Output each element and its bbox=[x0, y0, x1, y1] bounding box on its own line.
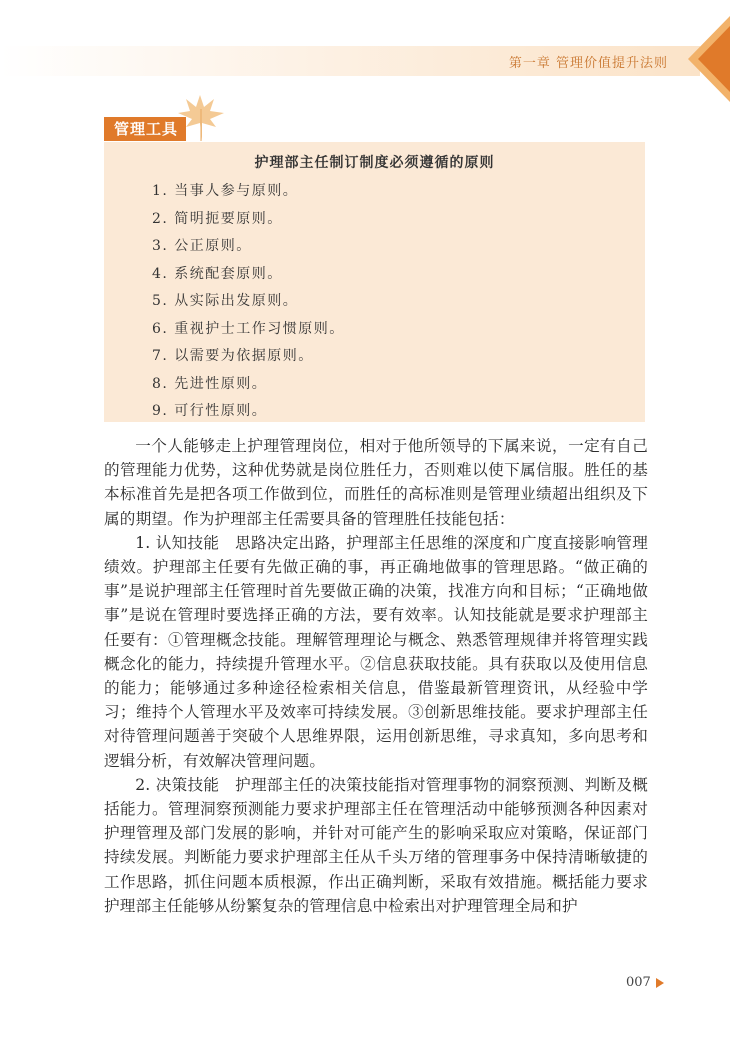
management-tool-box bbox=[104, 142, 645, 422]
principles-list bbox=[152, 178, 345, 426]
paragraph: 1. 认知技能 思路决定出路，护理部主任思维的深度和广度直接影响管理绩效。护理部主任要有先做正确的事，再正确地做事的管理思路。“做正确的事”是说护理部主任管理时首先要做正确的决策，找准方向和目标；“正确地做事”是说在管理时要选择正确的方法，要有效率。认知技能就是要求护理部主任要有：①管理概念技能。理解管理理论与概念、熟悉管理规律并将管理实践概念化的能力，持续提升管理水平。②信息获取技能。具有获取以及使用信息的能力；能够通过多种途径检索相关信息，借鉴最新管理资讯，从经验中学习；维持个人管理水平及效率可持续发展。③创新思维技能。要求护理部主任对待管理问题善于突破个人思维界限，运用创新思维，寻求真知，多向思考和逻辑分析，有效解决管理问题。 bbox=[104, 533, 648, 770]
box-title: 护理部主任制订制度必须遵循的原则 bbox=[254, 155, 495, 171]
list-item: 1. 当事人参与原则。 bbox=[152, 183, 299, 199]
corner-tab-icon bbox=[684, 16, 730, 102]
list-item: 3. 公正原则。 bbox=[152, 238, 252, 254]
next-arrow-icon bbox=[656, 978, 664, 988]
tool-label: 管理工具 bbox=[104, 117, 186, 141]
chapter-title: 第一章 管理价值提升法则 bbox=[508, 56, 668, 71]
paragraph: 一个人能够走上护理管理岗位，相对于他所领导的下属来说，一定有自己的管理能力优势，这种优势就是岗位胜任力，否则难以使下属信服。胜任的基本标准首先是把各项工作做到位，而胜任的高标准则是管理业绩超出组织及下属的期望。作为护理部主任需要具备的管理胜任技能包括： bbox=[104, 437, 648, 528]
list-item: 5. 从实际出发原则。 bbox=[152, 293, 299, 309]
body-text bbox=[104, 434, 648, 918]
list-item: 8. 先进性原则。 bbox=[152, 375, 268, 392]
list-item: 4. 系统配套原则。 bbox=[152, 265, 283, 282]
list-item: 2. 简明扼要原则。 bbox=[152, 210, 283, 227]
paragraph: 2. 决策技能 护理部主任的决策技能指对管理事物的洞察预测、判断及概括能力。管理洞察预测能力要求护理部主任在管理活动中能够预测各种因素对护理管理及部门发展的影响，并针对可能产生的影响采取应对策略，保证部门持续发展。判断能力要求护理部主任从千头万绪的管理事务中保持清晰敏捷的工作思路，抓住问题本质根源，作出正确判断，采取有效措施。概括能力要求护理部主任能够从纷繁复杂的管理信息中检索出对护理管理全局和护 bbox=[104, 775, 648, 915]
list-item: 7. 以需要为依据原则。 bbox=[152, 348, 314, 364]
list-item: 6. 重视护士工作习惯原则。 bbox=[152, 320, 345, 337]
list-item: 9. 可行性原则。 bbox=[152, 403, 268, 419]
page-number: 007 bbox=[626, 975, 651, 990]
